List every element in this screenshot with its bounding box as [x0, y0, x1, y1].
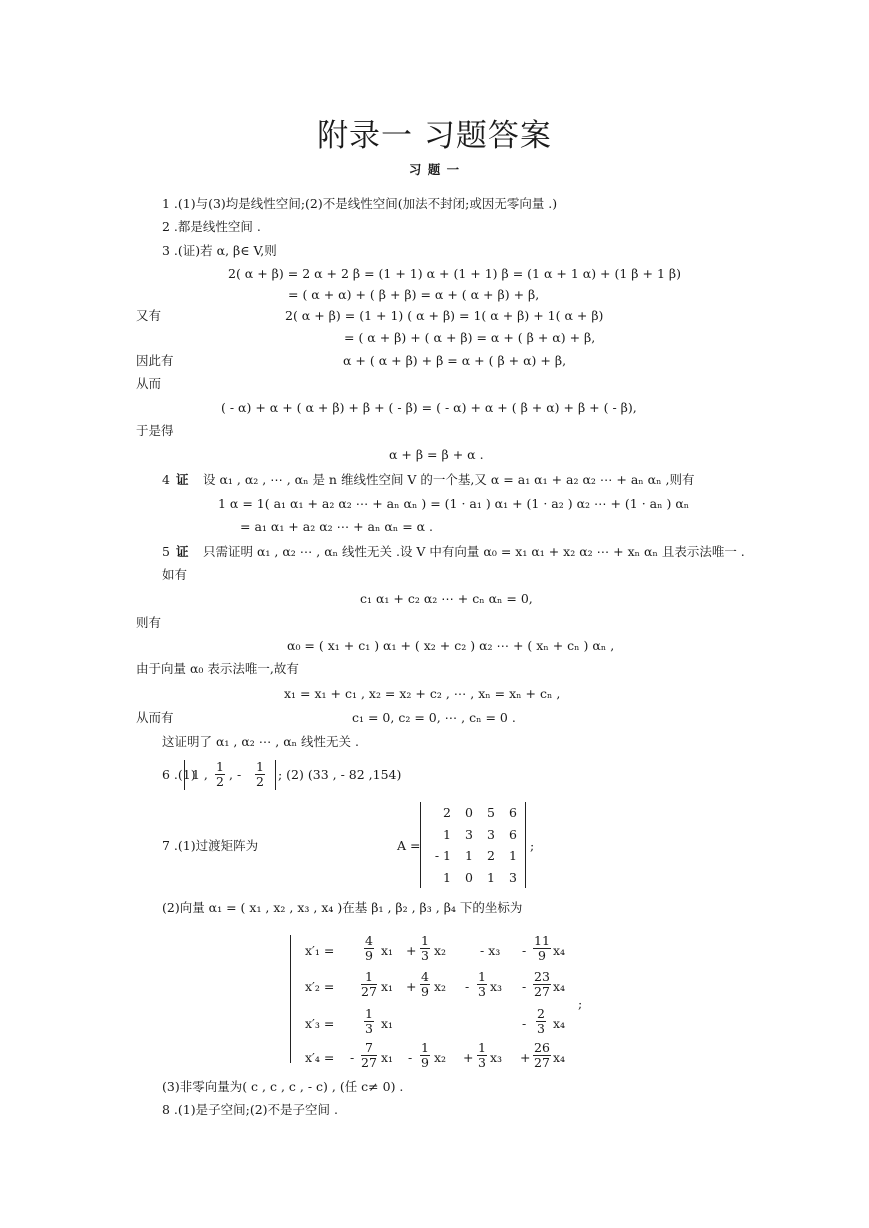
- matrix-row: [429, 824, 517, 846]
- system-lhs: x′₃ =: [305, 1016, 335, 1031]
- system-operator: -: [522, 1016, 527, 1031]
- system-operator: +: [406, 943, 417, 958]
- system-term: x₄: [553, 1016, 566, 1031]
- answer-7-part3: (3)非零向量为( c , c , c , - c) , (任 c≠ 0) .: [162, 1079, 404, 1094]
- system-operator: -: [522, 943, 527, 958]
- matrix-row: [429, 845, 517, 867]
- text-therefore: 因此有: [136, 353, 174, 368]
- fraction: $\frac{1}{2}$: [216, 759, 224, 789]
- matrix-cell: 1: [465, 848, 473, 864]
- matrix-cell: 2: [487, 848, 495, 864]
- answer-8: 8 .(1)是子空间;(2)不是子空间 .: [162, 1102, 338, 1117]
- fraction: $\frac{11}{9}$: [534, 933, 550, 963]
- answer-4-proof: 证: [176, 472, 189, 487]
- system-term: x₁: [381, 1016, 394, 1031]
- matrix-cell: 0: [465, 869, 473, 885]
- matrix-row: [429, 802, 517, 824]
- text-thus-have: 从而有: [136, 710, 174, 725]
- system-term: x₄: [553, 1050, 566, 1065]
- matrix-cell: 1: [443, 869, 451, 885]
- system-term: x₁: [381, 943, 394, 958]
- fraction: $\frac{23}{27}$: [534, 969, 550, 999]
- matrix-cell: 1: [509, 848, 517, 864]
- equation-5: α + ( α + β) + β = α + ( β + α) + β,: [343, 353, 567, 368]
- answer-4: 设 α₁ , α₂ , ⋯ , αₙ 是 n 维线性空间 V 的一个基,又 α = a₁ α₁ + a₂ α₂ ⋯ + aₙ αₙ ,则有: [203, 472, 695, 487]
- system-operator: +: [406, 979, 417, 994]
- equation-3: 2( α + β) = (1 + 1) ( α + β) = 1( α + β) + 1( α + β): [285, 308, 604, 323]
- equation-2: = ( α + α) + ( β + β) = α + ( α + β) + β,: [288, 287, 540, 302]
- system-term: x₂: [434, 979, 447, 994]
- system-lhs: x′₂ =: [305, 979, 335, 994]
- section-heading: 习 题 一: [408, 162, 461, 177]
- fraction: $\frac{4}{9}$: [421, 969, 429, 999]
- text-then-have: 则有: [136, 615, 162, 630]
- text-thus: 从而: [136, 376, 162, 391]
- text-hence: 于是得: [136, 423, 174, 438]
- equation-7: α + β = β + α .: [389, 447, 484, 462]
- matrix-cell: - 1: [434, 848, 451, 864]
- answer-3: 3 .(证)若 α, β∈ V,则: [162, 243, 277, 258]
- fraction: $\frac{2}{3}$: [537, 1006, 545, 1036]
- system-operator: -: [465, 979, 470, 994]
- matrix-cell: 1: [443, 826, 451, 842]
- vector-entry: 1 ,: [192, 767, 208, 782]
- text-also-have: 又有: [136, 308, 162, 323]
- fraction: $\frac{1}{3}$: [478, 969, 486, 999]
- fraction: $\frac{7}{27}$: [361, 1040, 377, 1070]
- fraction: $\frac{26}{27}$: [534, 1040, 550, 1070]
- system-term: x₁: [381, 1050, 394, 1065]
- matrix-table: [429, 802, 517, 888]
- fraction: $\frac{1}{2}$: [256, 759, 264, 789]
- answer-5-proof: 证: [176, 544, 189, 559]
- system-term: x₂: [434, 1050, 447, 1065]
- system-term: x₃: [490, 1050, 503, 1065]
- answer-1: 1 .(1)与(3)均是线性空间;(2)不是线性空间(加法不封闭;或因无零向量 .): [162, 196, 558, 211]
- system-operator: +: [520, 1050, 531, 1065]
- equation-1: 2( α + β) = 2 α + 2 β = (1 + 1) α + (1 + 1) β = (1 α + 1 α) + (1 β + 1 β): [228, 266, 681, 281]
- answer-6-label: 6 .(1): [162, 767, 196, 782]
- matrix-cell: 6: [509, 805, 517, 821]
- system-term: x₄: [553, 943, 566, 958]
- system-operator: -: [522, 979, 527, 994]
- equation-6: ( - α) + α + ( α + β) + β + ( - β) = ( - α) + α + ( β + α) + β + ( - β),: [221, 400, 637, 415]
- equation-10: c₁ α₁ + c₂ α₂ ⋯ + cₙ αₙ = 0,: [360, 591, 533, 606]
- system-lhs: x′₄ =: [305, 1050, 335, 1065]
- system-term: x₁: [381, 979, 394, 994]
- equation-8: 1 α = 1( a₁ α₁ + a₂ α₂ ⋯ + aₙ αₙ ) = (1 · a₁ ) α₁ + (1 · a₂ ) α₂ ⋯ + (1 · aₙ ) αₙ: [218, 496, 690, 511]
- system-lhs: x′₁ =: [305, 943, 335, 958]
- system-term: x₄: [553, 979, 566, 994]
- matrix-name: A =: [397, 838, 421, 853]
- matrix-cell: 6: [509, 826, 517, 842]
- matrix-cell: 3: [487, 826, 495, 842]
- equation-13: c₁ = 0, c₂ = 0, ⋯ , cₙ = 0 .: [352, 710, 516, 725]
- text-since: 由于向量 α₀ 表示法唯一,故有: [136, 661, 299, 676]
- semicolon: ;: [578, 996, 583, 1011]
- system-brace: [290, 935, 301, 1063]
- matrix-cell: 5: [487, 805, 495, 821]
- answer-5: 只需证明 α₁ , α₂ ⋯ , αₙ 线性无关 .设 V 中有向量 α₀ = x₁ α₁ + x₂ α₂ ⋯ + xₙ αₙ 且表示法唯一 .: [203, 544, 745, 559]
- fraction: $\frac{1}{3}$: [478, 1040, 486, 1070]
- matrix-cell: 1: [487, 869, 495, 885]
- answer-5-conclusion: 这证明了 α₁ , α₂ ⋯ , αₙ 线性无关 .: [162, 734, 359, 749]
- equation-9: = a₁ α₁ + a₂ α₂ ⋯ + aₙ αₙ = α .: [240, 519, 434, 534]
- fraction: $\frac{1}{9}$: [421, 1040, 429, 1070]
- answer-2: 2 .都是线性空间 .: [162, 219, 261, 234]
- system-operator: +: [463, 1050, 474, 1065]
- answer-5-number: 5: [162, 544, 170, 559]
- system-operator: -: [408, 1050, 413, 1065]
- transition-matrix: [420, 802, 526, 888]
- matrix-cell: 0: [465, 805, 473, 821]
- page-title: 附录一 习题答案: [317, 118, 552, 154]
- answer-4-number: 4: [162, 472, 170, 487]
- system-term: x₃: [490, 979, 503, 994]
- semicolon: ;: [530, 838, 535, 853]
- fraction: $\frac{1}{3}$: [421, 933, 429, 963]
- equation-11: α₀ = ( x₁ + c₁ ) α₁ + ( x₂ + c₂ ) α₂ ⋯ + ( xₙ + cₙ ) αₙ ,: [287, 638, 615, 653]
- fraction: $\frac{1}{3}$: [365, 1006, 373, 1036]
- answer-7-label: 7 .(1)过渡矩阵为: [162, 838, 259, 853]
- system-operator: -: [350, 1050, 355, 1065]
- equation-4: = ( α + β) + ( α + β) = α + ( β + α) + β,: [344, 330, 596, 345]
- matrix-row: [429, 867, 517, 889]
- fraction: $\frac{4}{9}$: [365, 933, 373, 963]
- vector-separator: , -: [229, 767, 242, 782]
- fraction: $\frac{1}{27}$: [361, 969, 377, 999]
- matrix-cell: 3: [465, 826, 473, 842]
- system-term: x₂: [434, 943, 447, 958]
- answer-7-part2: (2)向量 α₁ = ( x₁ , x₂ , x₃ , x₄ )在基 β₁ , β₂ , β₃ , β₄ 下的坐标为: [162, 900, 523, 915]
- equation-12: x₁ = x₁ + c₁ , x₂ = x₂ + c₂ , ⋯ , xₙ = xₙ + cₙ ,: [284, 686, 561, 701]
- vector-6: [184, 760, 276, 790]
- system-term: - x₃: [480, 943, 501, 958]
- answer-6-part2: ; (2) (33 , - 82 ,154): [278, 767, 402, 782]
- text-if-have: 如有: [162, 567, 188, 582]
- matrix-cell: 3: [509, 869, 517, 885]
- matrix-cell: 2: [443, 805, 451, 821]
